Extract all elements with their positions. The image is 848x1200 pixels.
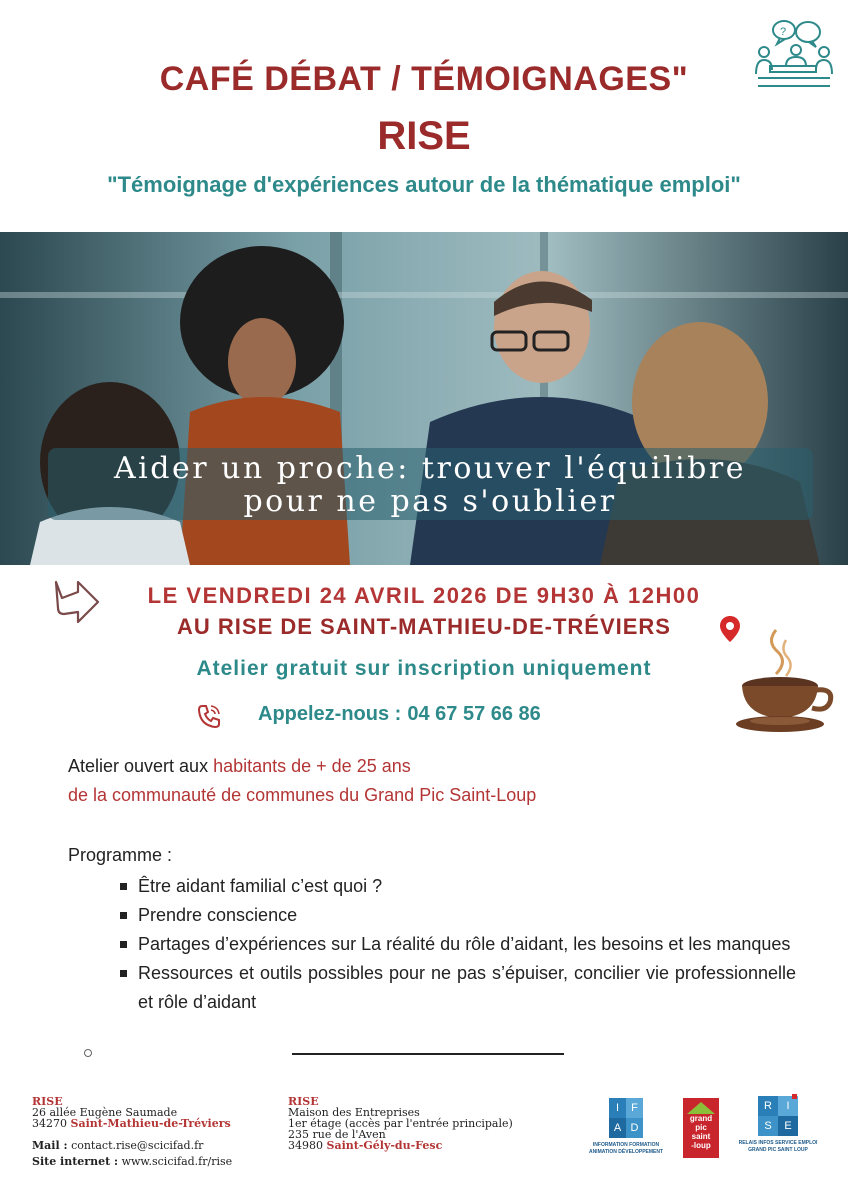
footer-middle-city-line [288,1140,513,1151]
footer-middle-line1: Maison des Entreprises [288,1106,420,1119]
program-item: Partages d’expériences sur La réalité du rôle d’aidant, les besoins et les manques [118,930,796,959]
gpsl-line: saint [691,1132,711,1141]
program-item: Être aidant familial c’est quoi ? [118,872,796,901]
audience-line-1 [68,756,411,777]
footer-left-name: RISE [32,1095,63,1108]
footer-site-label: Site internet : [32,1155,119,1168]
audience-highlight: habitants de + de 25 ans [213,756,411,776]
ifad-letter: I [609,1098,626,1118]
bullet-circle [84,1049,92,1057]
ifad-letter: D [626,1118,643,1138]
ifad-logo [580,1098,672,1160]
rise-letter: E [778,1116,798,1136]
ifad-caption-2: ANIMATION DÉVELOPPEMENT [588,1149,664,1155]
divider [292,1053,564,1055]
rise-caption-1: RELAIS INFOS SERVICE EMPLOI [738,1140,818,1146]
phone-number[interactable]: 04 67 57 66 86 [407,703,541,725]
program-list [118,872,796,1017]
rise-caption-2: GRAND PIC SAINT LOUP [748,1147,808,1153]
coffee-cup-icon [736,624,836,736]
footer-site-line [32,1156,232,1167]
rise-accent-dot [792,1094,797,1099]
free-workshop-note: Atelier gratuit sur inscription uniquement [196,657,652,680]
rise-letter: R [758,1096,778,1116]
event-date: LE VENDREDI 24 AVRIL 2026 DE 9H30 À 12H00 [147,583,701,608]
subtitle: "Témoignage d'expériences autour de la thématique emploi" [107,172,741,197]
footer-middle [288,1096,513,1151]
rise-letter: I [778,1096,798,1116]
footer-middle-city: Saint-Gély-du-Fesc [326,1139,443,1152]
mountain-icon [683,1100,719,1114]
footer-left-city-line [32,1118,232,1129]
rise-letter: S [758,1116,778,1136]
footer-left-street: 26 allée Eugène Saumade [32,1106,178,1119]
footer-site[interactable]: www.scicifad.fr/rise [121,1155,233,1168]
rise-logo [730,1096,826,1160]
meeting-icon [752,14,834,94]
footer-left [32,1096,232,1167]
banner-line-2: pour ne pas s'oublier [243,484,617,519]
ifad-caption-1: INFORMATION FORMATION [592,1142,660,1148]
phone-line [258,703,541,726]
footer-middle-name: RISE [288,1095,319,1108]
audience-prefix: Atelier ouvert aux [68,756,214,776]
phone-label: Appelez-nous : [258,703,402,725]
footer-middle-postcode: 34980 [288,1139,323,1152]
footer-mail-line [32,1140,232,1151]
title-line-1: CAFÉ DÉBAT / TÉMOIGNAGES" [159,60,689,98]
ifad-letter: F [626,1098,643,1118]
audience-line-2: de la communauté de communes du Grand Pic Saint-Loup [68,785,537,805]
footer-left-postcode: 34270 [32,1117,67,1130]
footer-left-city: Saint-Mathieu-de-Tréviers [70,1117,231,1130]
phone-icon [196,703,222,729]
gpsl-line: grand [689,1114,713,1123]
footer-mail[interactable]: contact.rise@scicifad.fr [71,1139,204,1152]
footer-mail-label: Mail : [32,1139,68,1152]
footer-middle-line3: 235 rue de l'Aven [288,1128,386,1141]
banner-line-1: Aider un proche: trouver l'équilibre [114,451,746,486]
title-line-2: RISE [377,114,471,158]
program-item: Ressources et outils possibles pour ne pas s’épuiser, concilier vie professionnelle et rôle d’aidant [118,959,796,1017]
footer-middle-line2: 1er étage (accès par l'entrée principale) [288,1117,513,1130]
grand-pic-saint-loup-logo [683,1098,719,1158]
gpsl-line: -loup [691,1141,711,1150]
event-place: AU RISE DE SAINT-MATHIEU-DE-TRÉVIERS [177,614,671,639]
banner-text [40,452,820,518]
program-item: Prendre conscience [118,901,796,930]
program-heading: Programme : [68,845,173,865]
gpsl-line: pic [695,1123,707,1132]
svg-text:?: ? [780,26,787,38]
ifad-letter: A [609,1118,626,1138]
